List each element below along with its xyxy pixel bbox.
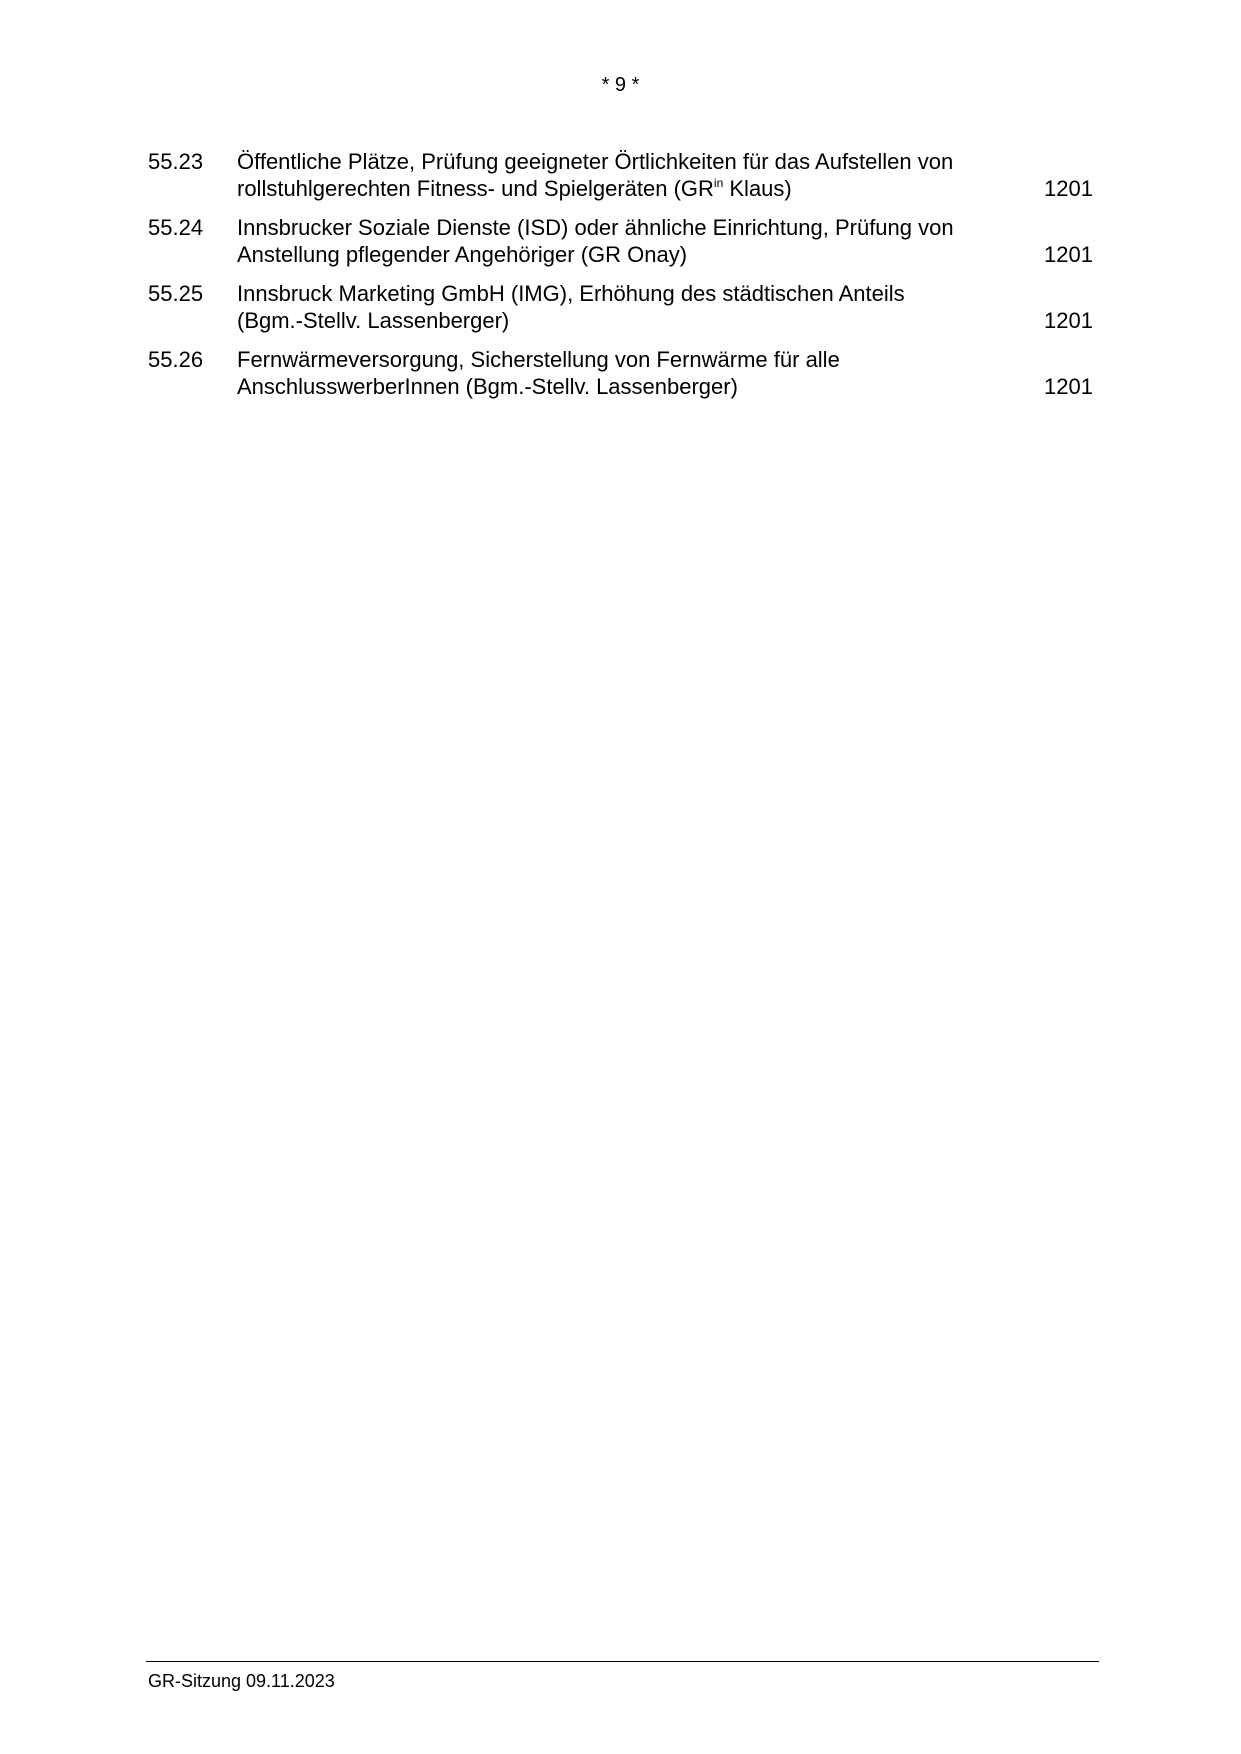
toc-entry-page: 1201 [1044,308,1093,333]
toc-entry-title [237,280,997,334]
superscript: in [713,176,724,190]
toc-entry-number: 55.23 [148,149,204,174]
toc-entry-number: 55.25 [148,281,204,306]
toc-entry-title-line [237,175,997,202]
toc-entry-title-line: Innsbruck Marketing GmbH (IMG), Erhöhung des städtischen Anteils [237,281,905,306]
footer-divider [146,1661,1099,1662]
toc-entry-page: 1201 [1044,242,1093,267]
toc-entry[interactable] [148,346,1093,412]
toc-entry-title-text: Klaus) [723,176,792,201]
toc-entry-number: 55.24 [148,215,204,240]
toc-entry-title [237,148,997,202]
toc-entry[interactable] [148,148,1093,214]
page-number: * 9 * [601,74,640,96]
toc-entry-title-line: AnschlusswerberInnen (Bgm.-Stellv. Lassenberger) [237,374,738,399]
toc-entry-title [237,346,997,400]
table-of-contents [148,148,1093,412]
toc-entry-title-text: rollstuhlgerechten Fitness- und Spielgeräten (GR [237,176,714,201]
footer-text: GR-Sitzung 09.11.2023 [148,1671,335,1691]
toc-entry-number: 55.26 [148,347,204,372]
toc-entry-page: 1201 [1044,374,1093,399]
toc-entry[interactable] [148,214,1093,280]
toc-entry-title-line: Fernwärmeversorgung, Sicherstellung von Fernwärme für alle [237,347,840,372]
toc-entry[interactable] [148,280,1093,346]
toc-entry-title-line: (Bgm.-Stellv. Lassenberger) [237,308,510,333]
toc-entry-page: 1201 [1044,176,1093,201]
toc-entry-title-line: Innsbrucker Soziale Dienste (ISD) oder ähnliche Einrichtung, Prüfung von [237,215,954,240]
toc-entry-title [237,214,997,268]
toc-entry-title-line: Anstellung pflegender Angehöriger (GR Onay) [237,242,688,267]
toc-entry-title-line: Öffentliche Plätze, Prüfung geeigneter Örtlichkeiten für das Aufstellen von [237,149,954,174]
